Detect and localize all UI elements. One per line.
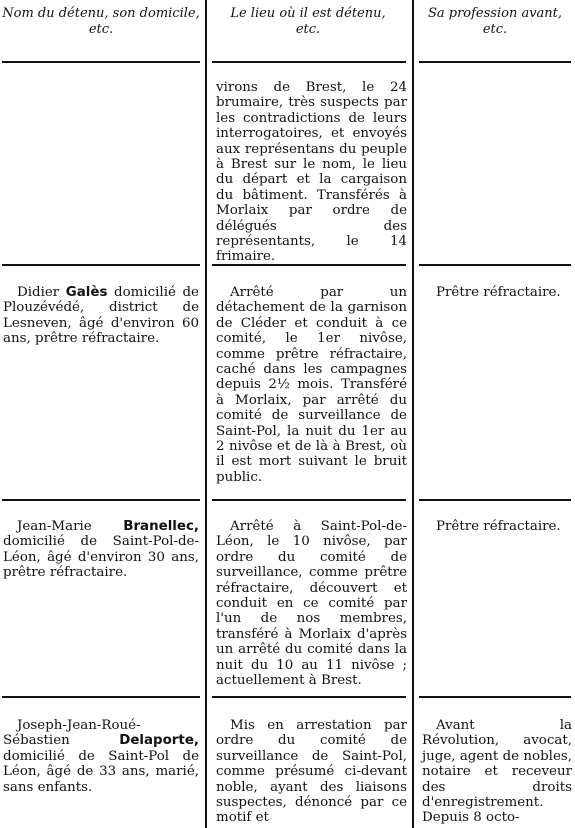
entry-delaporte-location: Mis en arrestation par ordre du comité de surveillance de Saint-Pol, comme présumé ci-devant noble, ayant des liaisons suspectes, dénoncé par ce motif et: [216, 718, 407, 826]
entry-branellec-profession: Prêtre réfractaire.: [436, 519, 561, 534]
entry-gales-profession: Prêtre réfractaire.: [436, 285, 561, 300]
row-rule-3b: [212, 696, 406, 698]
entry-branellec-forename: Jean-Marie: [17, 519, 124, 534]
row-rule-1b: [212, 264, 406, 266]
row-rule-1c: [419, 264, 571, 266]
entry-branellec-detainee: [3, 519, 199, 581]
entry-delaporte-forename: Joseph-Jean-Roué-Sébastien: [3, 718, 141, 749]
entry-branellec-surname: Branellec,: [123, 519, 199, 534]
entry-gales-surname: Galès: [65, 285, 108, 300]
column-header-detainee: Nom du détenu, son domicile, etc.: [2, 6, 200, 37]
entry-delaporte-profession: Avant la Révolution, avocat, juge, agent de nobles, notaire et receveur des droits d'enregistrement. Depuis 8 octo-: [422, 718, 572, 826]
entry-gales-details: domicilié de Plouzévédé, district de Lesneven, âgé d'environ 60 ans, prêtre réfractaire.: [3, 285, 199, 347]
entry-gales-forename: Didier: [17, 285, 66, 300]
entry-branellec-location: Arrêté à Saint-Pol-de-Léon, le 10 nivôse, par ordre du comité de surveillance, comme prêtre réfractaire, découvert et conduit en ce comité par l'un de nos membres, transféré à Morlaix d'après un arrêté du comité dans la nuit du 10 au 11 nivôse ; actuellement à Brest.: [216, 519, 407, 689]
row-rule-3c: [419, 696, 571, 698]
column-rule-1: [205, 0, 207, 828]
entry-gales-detainee: [3, 285, 199, 347]
entry-delaporte-surname: Delaporte,: [119, 733, 199, 749]
column-header-location: Le lieu où il est détenu, etc.: [230, 6, 386, 37]
header-rule-2: [212, 61, 406, 63]
row-rule-2a: [2, 499, 200, 501]
header-rule-1: [2, 61, 200, 63]
row-rule-3a: [2, 696, 200, 698]
entry-gales-location: Arrêté par un détachement de la garnison de Cléder et conduit à ce comité, le 1er nivôse, comme prêtre réfractaire, caché dans les campagnes depuis 2½ mois. Transféré à Morlaix, par arrêté du comité de surveillance de Saint-Pol, la nuit du 1er au 2 nivôse et de là à Brest, où il est mort suivant le bruit public.: [216, 285, 407, 485]
entry-continuation-location: virons de Brest, le 24 brumaire, très suspects par les contradictions de leurs interrogatoires, et envoyés aux représentans du peuple à Brest sur le nom, le lieu du départ et la cargaison du bâtiment. Transférés à Morlaix par ordre de délégués des représentants, le 14 frimaire.: [216, 80, 407, 265]
column-rule-2: [412, 0, 414, 828]
entry-delaporte-details: domicilié de Saint-Pol de Léon, âgé de 33 ans, marié, sans enfants.: [3, 748, 199, 795]
column-header-profession: Sa profession avant, etc.: [427, 6, 563, 37]
row-rule-2b: [212, 499, 406, 501]
header-rule-3: [419, 61, 571, 63]
row-rule-2c: [419, 499, 571, 501]
entry-branellec-details: domicilié de Saint-Pol-de-Léon, âgé d'environ 30 ans, prêtre réfractaire.: [3, 534, 199, 581]
entry-delaporte-detainee: [3, 718, 199, 795]
row-rule-1a: [2, 264, 200, 266]
